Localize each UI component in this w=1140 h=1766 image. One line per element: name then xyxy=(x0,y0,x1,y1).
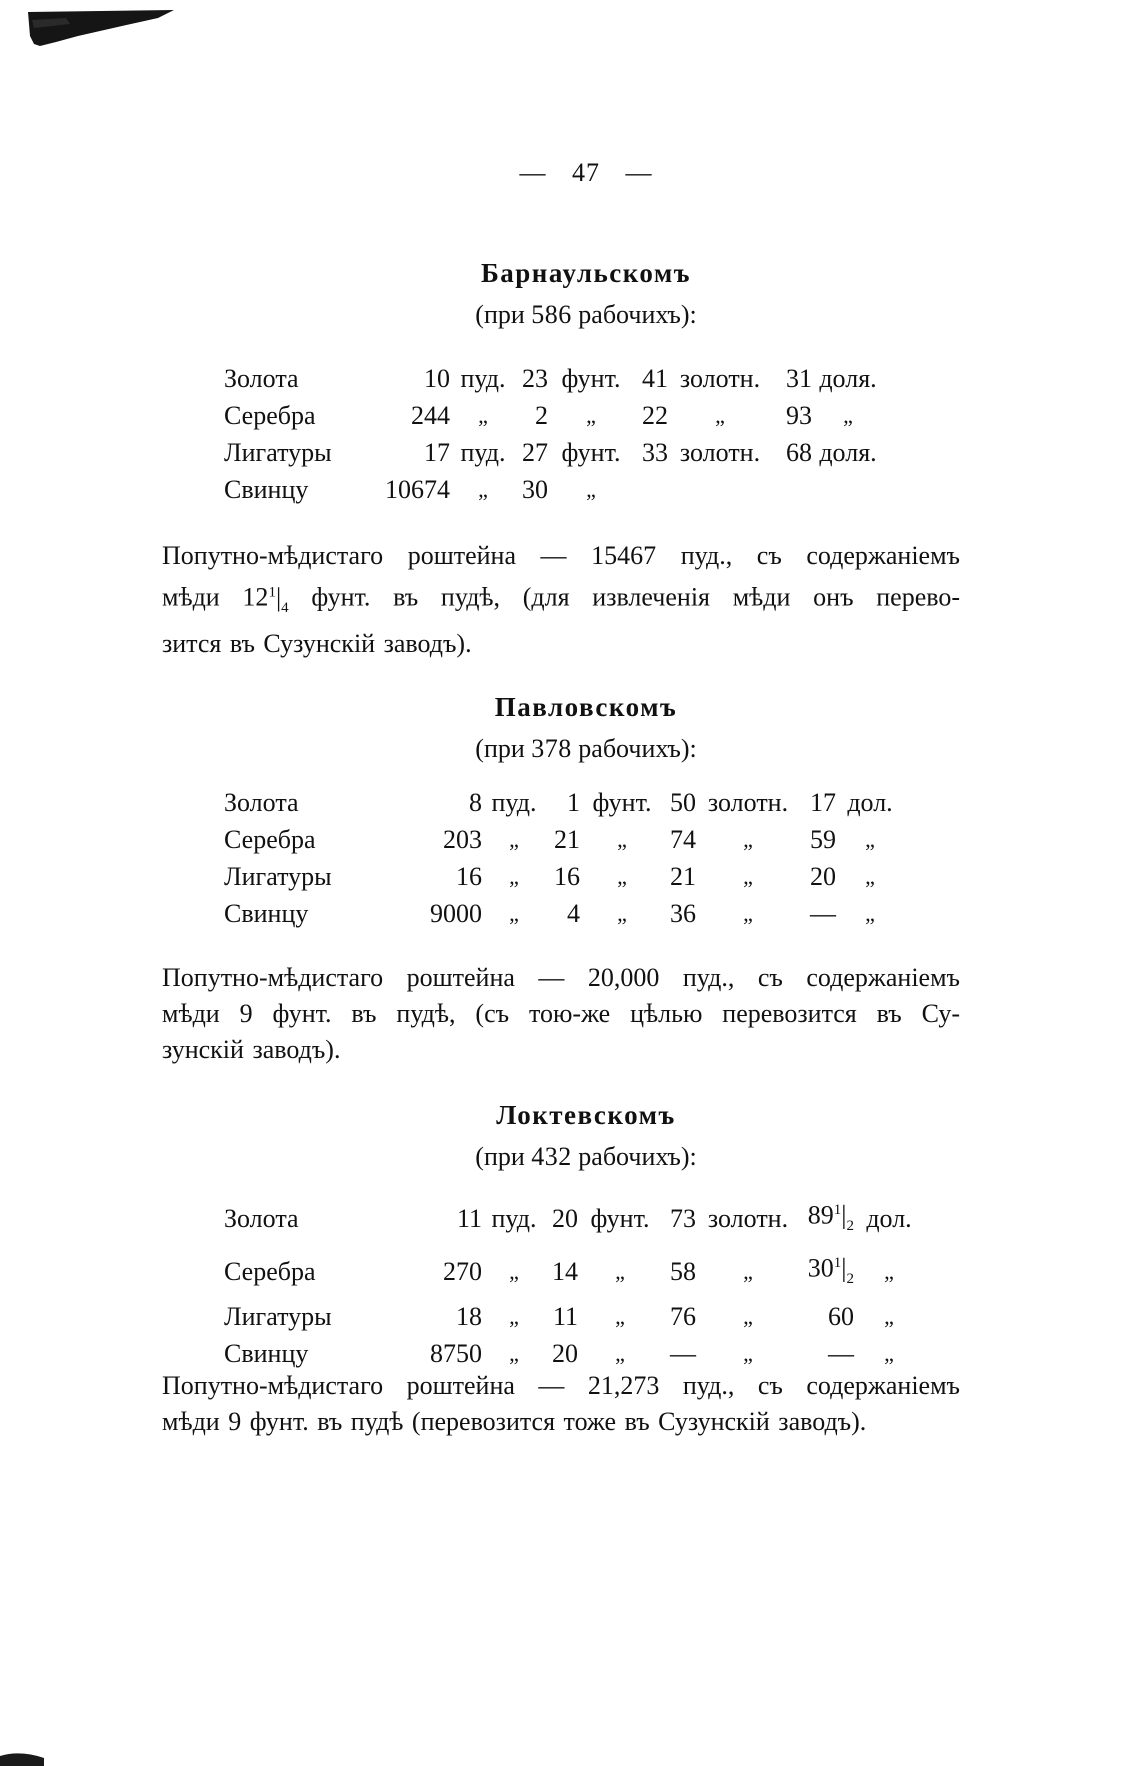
amount-zolotn: 74 xyxy=(670,825,696,854)
table-row xyxy=(224,858,904,895)
unit-zolotn: „ xyxy=(743,827,753,852)
page-number-dash-right: — xyxy=(625,158,653,187)
unit-funt: фунт. xyxy=(590,1203,650,1233)
amount-dolya xyxy=(772,471,812,508)
amount-zolotn: 21 xyxy=(670,862,696,891)
unit-zolotn: золотн. xyxy=(679,438,761,467)
amount-dolya: 93 xyxy=(786,401,812,430)
table-row xyxy=(224,784,904,821)
fraction-numerator: 1 xyxy=(833,1202,842,1218)
unit-dolya: „ xyxy=(843,403,853,428)
amount-funt: 2 xyxy=(535,401,548,430)
paragraph-line: мѣди 9 фунт. въ пудѣ (перевозится тоже въ Сузунскій заводъ). xyxy=(162,1407,867,1436)
unit-funt: „ xyxy=(586,403,596,428)
unit-pud: „ xyxy=(509,864,519,889)
amount-zolotn: — xyxy=(670,1338,696,1368)
amount-pud: 18 xyxy=(456,1301,482,1331)
workers-count: 378 xyxy=(531,734,572,763)
unit-funt: „ xyxy=(586,477,596,502)
unit-zolotn: „ xyxy=(743,1258,753,1284)
amount-zolotn: 76 xyxy=(670,1301,696,1331)
amount-pud: 8750 xyxy=(430,1338,482,1368)
amount-pud: 244 xyxy=(411,401,450,430)
amount-funt: 20 xyxy=(552,1203,578,1233)
workers-close: рабочихъ): xyxy=(578,734,697,763)
unit-funt: фунт. xyxy=(561,364,621,393)
paragraph-barnaul xyxy=(162,538,960,662)
paragraph-line: зится въ Сузунскій заводъ). xyxy=(162,628,472,658)
unit-dolya: „ xyxy=(884,1340,894,1366)
unit-pud: „ xyxy=(478,477,488,502)
section-workers-loktevsk xyxy=(16,1142,1140,1172)
metal-name: Лигатуры xyxy=(224,438,332,467)
unit-pud: „ xyxy=(509,901,519,926)
unit-dolya: „ xyxy=(865,864,875,889)
table-row xyxy=(224,1298,924,1335)
metals-table-barnaul xyxy=(224,360,884,508)
unit-zolotn: „ xyxy=(743,864,753,889)
amount-funt: 11 xyxy=(552,1301,578,1331)
unit-dolya: „ xyxy=(865,827,875,852)
unit-zolotn: золотн. xyxy=(707,1203,789,1233)
paragraph-line: зунскій заводъ). xyxy=(162,1035,341,1064)
table-row xyxy=(224,1245,924,1298)
fraction-denominator: 4 xyxy=(281,599,289,616)
unit-dolya: „ xyxy=(865,901,875,926)
page-number-dash-left: — xyxy=(519,158,547,187)
paragraph-line: мѣди 9 фунт. въ пудѣ, (съ тою-же цѣлью перевозится въ Су- xyxy=(162,999,960,1028)
fraction-separator: | xyxy=(275,582,282,612)
metal-name: Серебра xyxy=(224,825,316,854)
amount-pud: 8 xyxy=(469,788,482,817)
amount-dolya: 31 xyxy=(786,364,812,393)
amount-zolotn: 33 xyxy=(642,438,668,467)
amount-dolya-whole: 30 xyxy=(807,1253,834,1283)
amount-zolotn: 41 xyxy=(642,364,668,393)
unit-funt: фунт. xyxy=(592,788,652,817)
amount-zolotn xyxy=(634,471,668,508)
amount-pud: 270 xyxy=(443,1256,482,1286)
unit-zolotn: „ xyxy=(743,1340,753,1366)
unit-zolotn: „ xyxy=(743,901,753,926)
table-row xyxy=(224,821,904,858)
paragraph-text: фунт. въ пудѣ, (для извлеченія мѣди онъ перево- xyxy=(288,582,960,612)
paragraph-pavlovsk xyxy=(162,960,960,1068)
amount-pud: 10 xyxy=(424,364,450,393)
unit-dolya: дол. xyxy=(866,1203,912,1233)
section-workers-barnaul xyxy=(16,300,1140,330)
unit-zolotn: золотн. xyxy=(707,788,789,817)
section-title-barnaul: Барнаульскомъ xyxy=(480,258,692,288)
amount-zolotn: 73 xyxy=(670,1203,696,1233)
amount-dolya: — xyxy=(828,1338,854,1368)
metal-name: Серебра xyxy=(224,1256,316,1286)
amount-dolya: 68 xyxy=(786,438,812,467)
workers-open: (при xyxy=(475,300,525,329)
unit-funt: „ xyxy=(615,1258,625,1284)
paragraph-line: Попутно-мѣдистаго роштейна — 15467 пуд., съ содержаніемъ xyxy=(162,541,960,570)
amount-dolya: 17 xyxy=(810,788,836,817)
page-number xyxy=(16,158,1140,188)
fraction xyxy=(268,582,289,616)
metal-name: Золота xyxy=(224,364,299,393)
fraction-denominator: 2 xyxy=(846,1217,854,1234)
unit-funt: фунт. xyxy=(561,438,621,467)
unit-pud: пуд. xyxy=(460,364,506,393)
metal-name: Серебра xyxy=(224,401,316,430)
workers-open: (при xyxy=(475,1142,525,1171)
ink-smudge-bottom xyxy=(0,1750,44,1766)
table-row xyxy=(224,471,884,508)
table-row xyxy=(224,1335,924,1372)
amount-funt: 27 xyxy=(522,438,548,467)
paragraph-loktevsk xyxy=(162,1368,960,1440)
amount-funt: 20 xyxy=(552,1338,578,1368)
paragraph-text: мѣди 12 xyxy=(162,582,269,612)
amount-dolya: — xyxy=(810,899,836,928)
unit-zolotn: золотн. xyxy=(679,364,761,393)
amount-pud: 16 xyxy=(456,862,482,891)
metal-name: Свинцу xyxy=(224,899,309,928)
unit-dolya: дол. xyxy=(847,788,893,817)
amount-pud: 11 xyxy=(456,1203,482,1233)
amount-dolya-whole: 89 xyxy=(807,1200,834,1230)
fraction-denominator: 2 xyxy=(846,1270,854,1287)
amount-funt: 1 xyxy=(567,788,580,817)
amount-zolotn: 36 xyxy=(670,899,696,928)
amount-funt: 23 xyxy=(522,364,548,393)
workers-count: 586 xyxy=(531,300,572,329)
table-row xyxy=(224,360,884,397)
amount-pud: 10674 xyxy=(385,475,450,504)
metal-name: Золота xyxy=(224,1203,299,1233)
unit-zolotn xyxy=(668,471,772,508)
unit-pud: „ xyxy=(509,1340,519,1366)
metal-name: Золота xyxy=(224,788,299,817)
amount-dolya: 59 xyxy=(810,825,836,854)
workers-open: (при xyxy=(475,734,525,763)
amount-funt: 21 xyxy=(554,825,580,854)
metal-name: Лигатуры xyxy=(224,862,332,891)
amount-dolya: $89^1|_2$ xyxy=(807,1200,854,1234)
fraction-numerator: 1 xyxy=(833,1254,842,1271)
section-workers-pavlovsk xyxy=(16,734,1140,764)
amount-funt: 16 xyxy=(554,862,580,891)
unit-pud: пуд. xyxy=(491,1203,537,1233)
metals-table-pavlovsk xyxy=(224,784,904,932)
unit-funt: „ xyxy=(617,827,627,852)
paragraph-line: Попутно-мѣдистаго роштейна — 21,273 пуд., съ содержаніемъ xyxy=(162,1371,960,1400)
unit-funt: „ xyxy=(615,1303,625,1329)
table-row xyxy=(224,397,884,434)
section-title-pavlovsk: Павловскомъ xyxy=(494,692,678,722)
unit-pud: „ xyxy=(509,1303,519,1329)
unit-pud: „ xyxy=(509,1258,519,1284)
amount-pud: 17 xyxy=(424,438,450,467)
metals-table-loktevsk xyxy=(224,1192,924,1372)
amount-funt: 4 xyxy=(567,899,580,928)
unit-dolya: „ xyxy=(884,1258,894,1284)
table-row xyxy=(224,1192,924,1245)
paragraph-line: Попутно-мѣдистаго роштейна — 20,000 пуд., съ содержаніемъ xyxy=(162,963,960,992)
amount-zolotn: 22 xyxy=(642,401,668,430)
amount-dolya: 60 xyxy=(828,1301,854,1331)
unit-funt: „ xyxy=(617,901,627,926)
ink-smudge-mark xyxy=(26,6,176,48)
unit-pud: пуд. xyxy=(491,788,537,817)
unit-funt: „ xyxy=(617,864,627,889)
unit-zolotn: „ xyxy=(715,403,725,428)
unit-pud: „ xyxy=(478,403,488,428)
unit-zolotn: „ xyxy=(743,1303,753,1329)
amount-pud: 203 xyxy=(443,825,482,854)
unit-dolya xyxy=(812,471,884,508)
fraction-numerator: 1 xyxy=(268,584,276,600)
workers-close: рабочихъ): xyxy=(578,1142,697,1171)
metal-name: Лигатуры xyxy=(224,1301,332,1331)
metal-name: Свинцу xyxy=(224,475,309,504)
amount-pud: 9000 xyxy=(430,899,482,928)
paragraph-line xyxy=(162,574,960,626)
unit-pud: пуд. xyxy=(460,438,506,467)
amount-zolotn: 50 xyxy=(670,788,696,817)
amount-funt: 30 xyxy=(522,475,548,504)
amount-zolotn: 58 xyxy=(670,1256,696,1286)
section-title-loktevsk: Локтевскомъ xyxy=(496,1100,676,1130)
workers-count: 432 xyxy=(531,1142,572,1171)
unit-funt: „ xyxy=(615,1340,625,1366)
workers-close: рабочихъ): xyxy=(578,300,697,329)
unit-dolya: доля. xyxy=(819,438,877,467)
amount-dolya: 20 xyxy=(810,862,836,891)
unit-pud: „ xyxy=(509,827,519,852)
page-number-value: 47 xyxy=(572,158,600,187)
amount-dolya: $30^1|_2$ xyxy=(807,1253,854,1287)
table-row xyxy=(224,895,904,932)
unit-dolya: „ xyxy=(884,1303,894,1329)
amount-funt: 14 xyxy=(552,1256,578,1286)
unit-dolya: доля. xyxy=(819,364,877,393)
metal-name: Свинцу xyxy=(224,1338,309,1368)
table-row xyxy=(224,434,884,471)
